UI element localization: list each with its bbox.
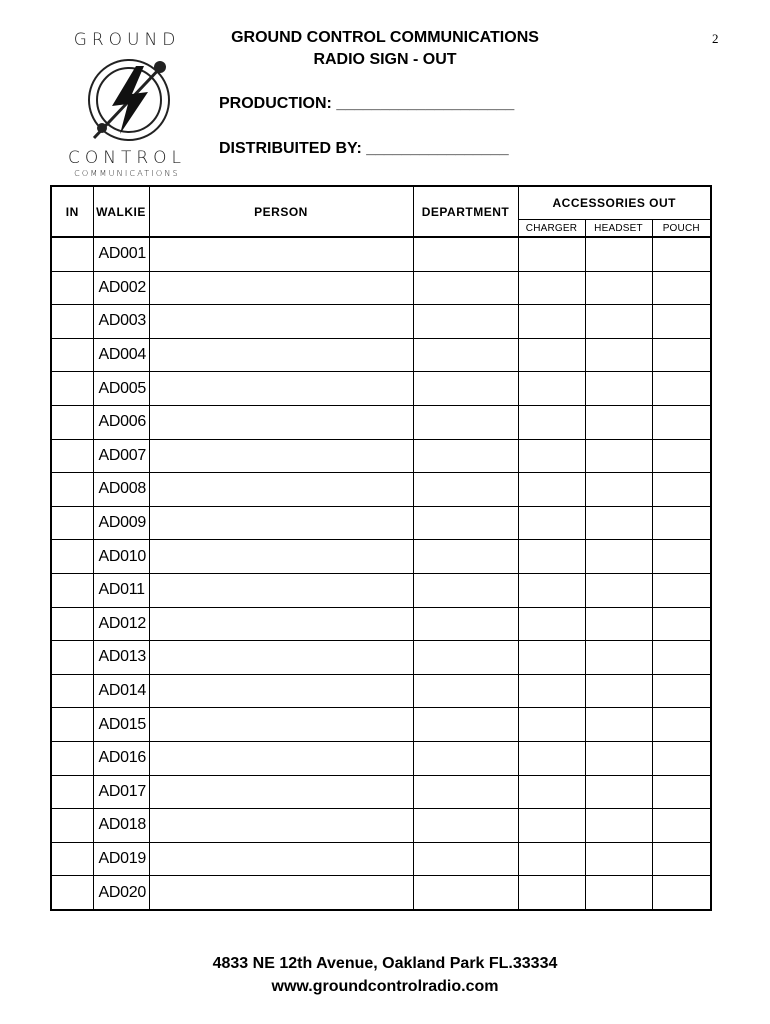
department-cell[interactable]	[413, 741, 518, 775]
walkie-id-cell: AD010	[93, 540, 149, 574]
in-checkbox-cell[interactable]	[51, 809, 93, 843]
pouch-cell[interactable]	[652, 473, 711, 507]
table-row	[51, 641, 711, 675]
department-cell[interactable]	[413, 506, 518, 540]
table-row	[51, 674, 711, 708]
pouch-cell[interactable]	[652, 708, 711, 742]
pouch-cell[interactable]	[652, 439, 711, 473]
in-checkbox-cell[interactable]	[51, 573, 93, 607]
headset-cell[interactable]	[585, 237, 652, 271]
table-row	[51, 305, 711, 339]
walkie-id-cell: AD013	[93, 641, 149, 675]
table-row	[51, 338, 711, 372]
table-row	[51, 506, 711, 540]
sign-out-table	[50, 185, 712, 911]
walkie-id-cell: AD015	[93, 708, 149, 742]
in-checkbox-cell[interactable]	[51, 876, 93, 910]
in-checkbox-cell[interactable]	[51, 473, 93, 507]
person-cell[interactable]	[149, 809, 413, 843]
headset-cell[interactable]	[585, 775, 652, 809]
person-cell[interactable]	[149, 540, 413, 574]
charger-cell[interactable]	[518, 540, 585, 574]
charger-cell[interactable]	[518, 506, 585, 540]
charger-cell[interactable]	[518, 473, 585, 507]
column-header-accessories: ACCESSORIES OUT	[518, 186, 711, 220]
table-row	[51, 876, 711, 910]
headset-cell[interactable]	[585, 641, 652, 675]
person-cell[interactable]	[149, 439, 413, 473]
pouch-cell[interactable]	[652, 338, 711, 372]
table-row	[51, 271, 711, 305]
department-cell[interactable]	[413, 708, 518, 742]
footer-address: 4833 NE 12th Avenue, Oakland Park FL.33334	[212, 955, 558, 972]
footer-website[interactable]: www.groundcontrolradio.com	[271, 978, 499, 995]
column-header-person: PERSON	[149, 186, 413, 237]
table-row	[51, 607, 711, 641]
person-cell[interactable]	[149, 506, 413, 540]
walkie-id-cell: AD002	[93, 271, 149, 305]
pouch-cell[interactable]	[652, 741, 711, 775]
pouch-cell[interactable]	[652, 506, 711, 540]
charger-cell[interactable]	[518, 674, 585, 708]
charger-cell[interactable]	[518, 372, 585, 406]
person-cell[interactable]	[149, 338, 413, 372]
table-row	[51, 708, 711, 742]
in-checkbox-cell[interactable]	[51, 305, 93, 339]
document-subtitle: RADIO SIGN - OUT	[313, 51, 457, 68]
person-cell[interactable]	[149, 842, 413, 876]
walkie-id-cell: AD001	[93, 237, 149, 271]
table-row	[51, 372, 711, 406]
person-cell[interactable]	[149, 372, 413, 406]
charger-cell[interactable]	[518, 237, 585, 271]
charger-cell[interactable]	[518, 573, 585, 607]
person-cell[interactable]	[149, 775, 413, 809]
pouch-cell[interactable]	[652, 876, 711, 910]
pouch-cell[interactable]	[652, 607, 711, 641]
headset-cell[interactable]	[585, 842, 652, 876]
walkie-id-cell: AD019	[93, 842, 149, 876]
headset-cell[interactable]	[585, 708, 652, 742]
in-checkbox-cell[interactable]	[51, 372, 93, 406]
in-checkbox-cell[interactable]	[51, 708, 93, 742]
headset-cell[interactable]	[585, 271, 652, 305]
charger-cell[interactable]	[518, 305, 585, 339]
in-checkbox-cell[interactable]	[51, 842, 93, 876]
charger-cell[interactable]	[518, 439, 585, 473]
walkie-id-cell: AD018	[93, 809, 149, 843]
headset-cell[interactable]	[585, 405, 652, 439]
walkie-id-cell: AD009	[93, 506, 149, 540]
headset-cell[interactable]	[585, 338, 652, 372]
table-row	[51, 809, 711, 843]
department-cell[interactable]	[413, 842, 518, 876]
walkie-id-cell: AD003	[93, 305, 149, 339]
page-number: 2	[712, 31, 719, 46]
headset-cell[interactable]	[585, 540, 652, 574]
in-checkbox-cell[interactable]	[51, 271, 93, 305]
person-cell[interactable]	[149, 876, 413, 910]
table-row	[51, 405, 711, 439]
walkie-id-cell: AD008	[93, 473, 149, 507]
department-cell[interactable]	[413, 607, 518, 641]
headset-cell[interactable]	[585, 439, 652, 473]
in-checkbox-cell[interactable]	[51, 540, 93, 574]
headset-cell[interactable]	[585, 607, 652, 641]
logo-word-communications: COMMUNICATIONS	[74, 169, 180, 178]
charger-cell[interactable]	[518, 775, 585, 809]
department-cell[interactable]	[413, 237, 518, 271]
person-cell[interactable]	[149, 237, 413, 271]
column-header-in: IN	[51, 186, 93, 237]
table-row	[51, 473, 711, 507]
production-field[interactable]: PRODUCTION: ____________________	[219, 95, 515, 112]
walkie-id-cell: AD020	[93, 876, 149, 910]
column-header-walkie: WALKIE	[93, 186, 149, 237]
in-checkbox-cell[interactable]	[51, 741, 93, 775]
in-checkbox-cell[interactable]	[51, 641, 93, 675]
pouch-cell[interactable]	[652, 540, 711, 574]
charger-cell[interactable]	[518, 338, 585, 372]
person-cell[interactable]	[149, 473, 413, 507]
person-cell[interactable]	[149, 405, 413, 439]
department-cell[interactable]	[413, 338, 518, 372]
headset-cell[interactable]	[585, 876, 652, 910]
department-cell[interactable]	[413, 439, 518, 473]
logo-word-control: CONTROL	[67, 148, 187, 168]
charger-cell[interactable]	[518, 741, 585, 775]
table-row	[51, 237, 711, 271]
walkie-id-cell: AD005	[93, 372, 149, 406]
charger-cell[interactable]	[518, 607, 585, 641]
logo-word-ground: GROUND	[73, 30, 181, 50]
department-cell[interactable]	[413, 674, 518, 708]
pouch-cell[interactable]	[652, 305, 711, 339]
table-row	[51, 573, 711, 607]
walkie-id-cell: AD006	[93, 405, 149, 439]
lightning-orbit-icon	[84, 48, 180, 144]
person-cell[interactable]	[149, 741, 413, 775]
pouch-cell[interactable]	[652, 573, 711, 607]
department-cell[interactable]	[413, 809, 518, 843]
table-row	[51, 741, 711, 775]
pouch-cell[interactable]	[652, 372, 711, 406]
person-cell[interactable]	[149, 708, 413, 742]
in-checkbox-cell[interactable]	[51, 405, 93, 439]
in-checkbox-cell[interactable]	[51, 439, 93, 473]
headset-cell[interactable]	[585, 573, 652, 607]
department-cell[interactable]	[413, 405, 518, 439]
pouch-cell[interactable]	[652, 674, 711, 708]
column-header-charger: CHARGER	[518, 220, 585, 238]
headset-cell[interactable]	[585, 674, 652, 708]
in-checkbox-cell[interactable]	[51, 607, 93, 641]
department-cell[interactable]	[413, 271, 518, 305]
department-cell[interactable]	[413, 573, 518, 607]
pouch-cell[interactable]	[652, 775, 711, 809]
department-cell[interactable]	[413, 775, 518, 809]
person-cell[interactable]	[149, 674, 413, 708]
in-checkbox-cell[interactable]	[51, 506, 93, 540]
charger-cell[interactable]	[518, 809, 585, 843]
table-row	[51, 540, 711, 574]
person-cell[interactable]	[149, 607, 413, 641]
column-header-headset: HEADSET	[585, 220, 652, 238]
headset-cell[interactable]	[585, 741, 652, 775]
walkie-id-cell: AD014	[93, 674, 149, 708]
headset-cell[interactable]	[585, 809, 652, 843]
charger-cell[interactable]	[518, 876, 585, 910]
charger-cell[interactable]	[518, 405, 585, 439]
walkie-id-cell: AD011	[93, 573, 149, 607]
company-logo	[62, 28, 192, 180]
person-cell[interactable]	[149, 271, 413, 305]
department-cell[interactable]	[413, 641, 518, 675]
pouch-cell[interactable]	[652, 842, 711, 876]
column-header-pouch: POUCH	[652, 220, 711, 238]
department-cell[interactable]	[413, 876, 518, 910]
walkie-id-cell: AD017	[93, 775, 149, 809]
pouch-cell[interactable]	[652, 271, 711, 305]
table-row	[51, 439, 711, 473]
pouch-cell[interactable]	[652, 641, 711, 675]
pouch-cell[interactable]	[652, 809, 711, 843]
headset-cell[interactable]	[585, 506, 652, 540]
walkie-id-cell: AD012	[93, 607, 149, 641]
table-row	[51, 775, 711, 809]
in-checkbox-cell[interactable]	[51, 237, 93, 271]
department-cell[interactable]	[413, 540, 518, 574]
department-cell[interactable]	[413, 473, 518, 507]
in-checkbox-cell[interactable]	[51, 674, 93, 708]
headset-cell[interactable]	[585, 305, 652, 339]
charger-cell[interactable]	[518, 842, 585, 876]
in-checkbox-cell[interactable]	[51, 338, 93, 372]
distributed-by-field[interactable]: DISTRIBUITED BY: ________________	[219, 140, 509, 157]
pouch-cell[interactable]	[652, 405, 711, 439]
charger-cell[interactable]	[518, 271, 585, 305]
charger-cell[interactable]	[518, 708, 585, 742]
headset-cell[interactable]	[585, 372, 652, 406]
column-header-department: DEPARTMENT	[413, 186, 518, 237]
walkie-id-cell: AD016	[93, 741, 149, 775]
department-cell[interactable]	[413, 372, 518, 406]
department-cell[interactable]	[413, 305, 518, 339]
table-row	[51, 842, 711, 876]
person-cell[interactable]	[149, 573, 413, 607]
person-cell[interactable]	[149, 641, 413, 675]
pouch-cell[interactable]	[652, 237, 711, 271]
walkie-id-cell: AD007	[93, 439, 149, 473]
headset-cell[interactable]	[585, 473, 652, 507]
person-cell[interactable]	[149, 305, 413, 339]
walkie-id-cell: AD004	[93, 338, 149, 372]
document-title: GROUND CONTROL COMMUNICATIONS	[231, 29, 539, 46]
in-checkbox-cell[interactable]	[51, 775, 93, 809]
charger-cell[interactable]	[518, 641, 585, 675]
